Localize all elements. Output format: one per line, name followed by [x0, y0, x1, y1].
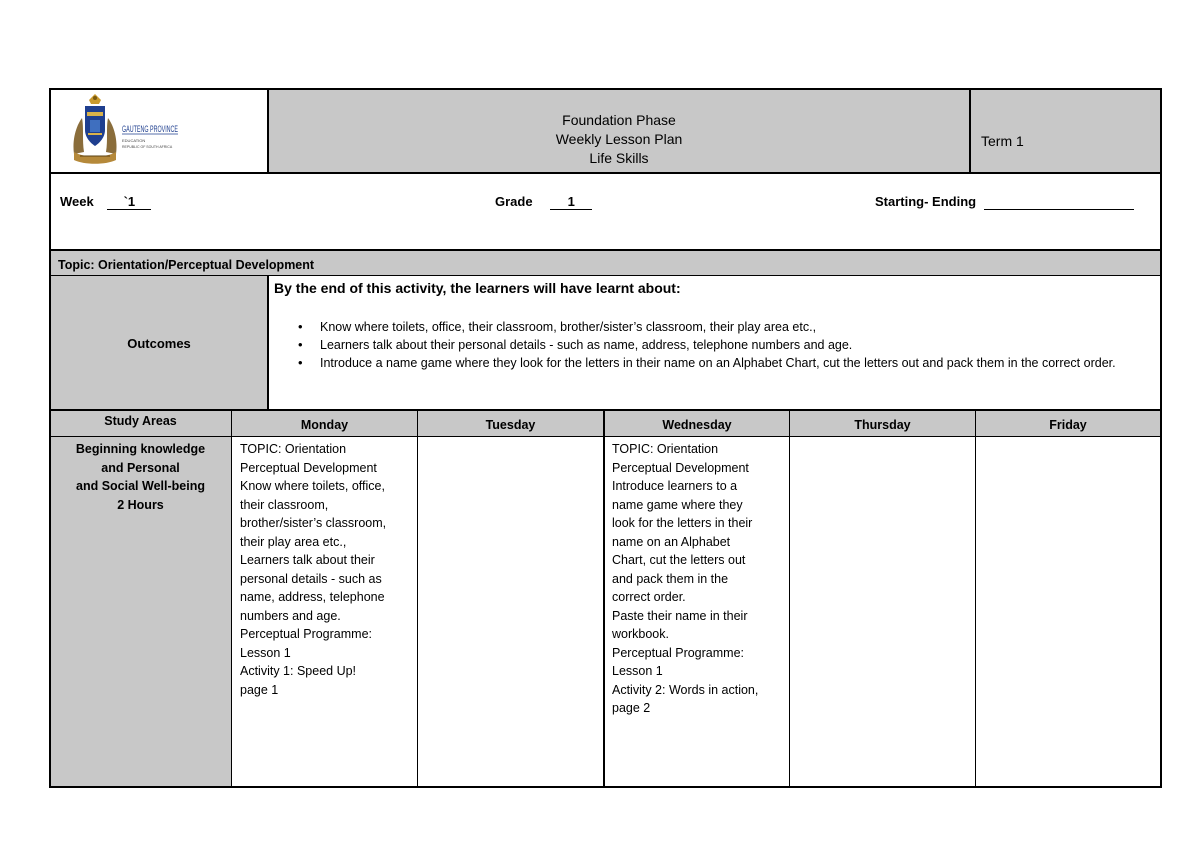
- grade-value: 1: [550, 194, 592, 210]
- outcome-item: • Learners talk about their personal details - such as name, address, telephone numbers and age.: [292, 336, 1148, 354]
- day-header-monday: Monday: [300, 418, 349, 432]
- study-areas-header: Study Areas: [104, 414, 177, 428]
- grade-label: Grade: [495, 194, 533, 209]
- week-field: [60, 194, 151, 210]
- coat-of-arms-icon: [70, 92, 180, 168]
- outcomes-label: Outcomes: [127, 336, 191, 351]
- title-line-3: Life Skills: [589, 150, 649, 166]
- gauteng-logo: [70, 92, 180, 168]
- monday-cell: TOPIC: Orientation Perceptual Development Know where toilets, office, their classroom, brother/sister’s classroom, their play area etc., Learners talk about their personal details - such as name, address, telephone numbers and age. Perceptual Programme: Lesson 1 Activity 1: Speed Up! page 1: [240, 442, 387, 697]
- outcome-item: • Know where toilets, office, their classroom, brother/sister’s classroom, their play area etc.,: [292, 318, 1148, 336]
- study-area-cell: Beginning knowledge and Personal and Social Well-being 2 Hours: [75, 442, 206, 512]
- week-label: Week: [60, 194, 94, 209]
- term-cell-bg: [970, 89, 1161, 173]
- outcome-item: • Introduce a name game where they look for the letters in their name on an Alphabet Chart, cut the letters out and pack them in the correct order.: [292, 354, 1148, 372]
- logo-name: GAUTENG PROVINCE: [122, 124, 178, 134]
- outcomes-intro: By the end of this activity, the learners will have learnt about:: [274, 280, 681, 296]
- starting-ending-field: [875, 194, 1134, 210]
- page-title: [269, 111, 969, 168]
- topic-label: Topic: Orientation/Perceptual Development: [58, 258, 315, 272]
- logo-sub2: REPUBLIC OF SOUTH AFRICA: [122, 145, 173, 149]
- day-header-friday: Friday: [1049, 418, 1087, 432]
- logo-sub1: EDUCATION: [122, 138, 146, 143]
- day-header-wednesday: Wednesday: [662, 418, 732, 432]
- starting-ending-label: Starting- Ending: [875, 194, 977, 209]
- grade-field: [495, 194, 592, 210]
- day-header-thursday: Thursday: [854, 418, 911, 432]
- wednesday-cell: TOPIC: Orientation Perceptual Development Introduce learners to a name game where they look for the letters in their name on an Alphabet Chart, cut the letters out and pack them in the correct order. Paste their name in their workbook. Perceptual Programme: Lesson 1 Activity 2: Words in action, page 2: [612, 442, 759, 715]
- week-value: `1: [107, 194, 151, 210]
- day-header-tuesday: Tuesday: [485, 418, 536, 432]
- starting-ending-value: [984, 194, 1134, 210]
- term-label: Term 1: [981, 133, 1024, 149]
- title-line-2: Weekly Lesson Plan: [555, 131, 683, 147]
- title-line-1: Foundation Phase: [562, 112, 676, 128]
- outcomes-list: [292, 318, 1148, 372]
